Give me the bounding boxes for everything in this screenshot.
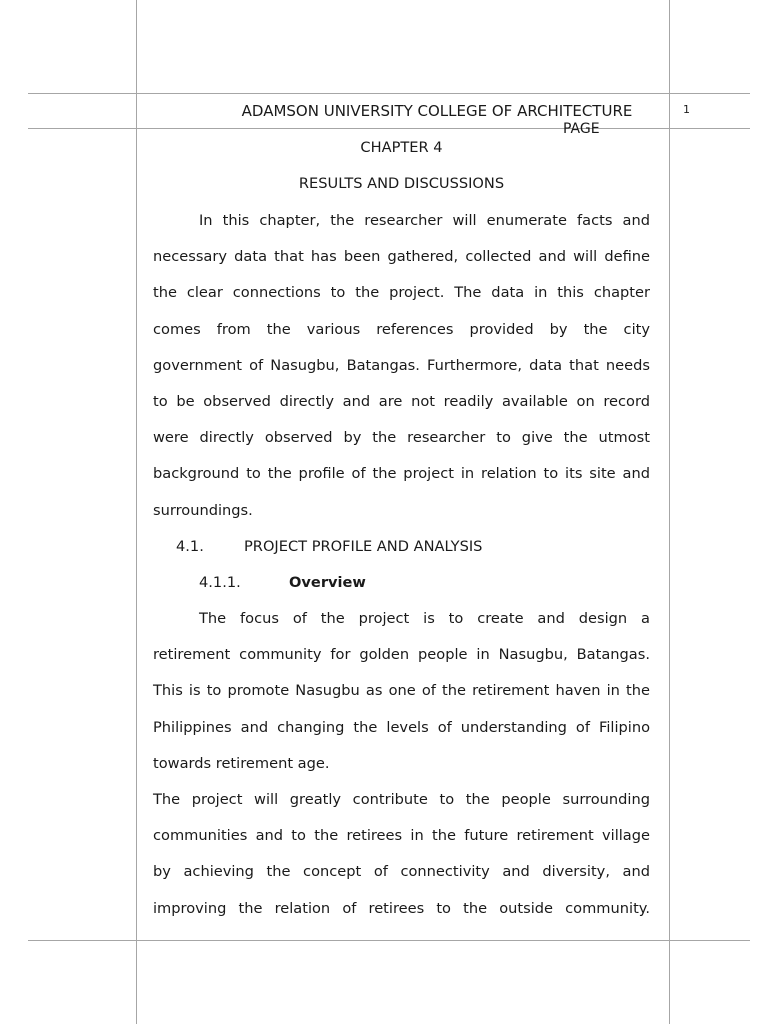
left-margin-line	[136, 0, 137, 1024]
paragraph-line: The focus of the project is to create and design a	[199, 610, 650, 627]
section-title: PROJECT PROFILE AND ANALYSIS	[244, 538, 483, 555]
paragraph-line: communities and to the retirees in the future retirement village	[153, 827, 650, 845]
paragraph-line: by achieving the concept of connectivity and diversity, and	[153, 863, 650, 881]
subsection-heading	[199, 565, 659, 601]
chapter-title: RESULTS AND DISCUSSIONS	[298, 175, 505, 192]
overview-paragraph	[153, 601, 650, 782]
paragraph-line: The project will greatly contribute to the people surrounding	[153, 791, 650, 808]
paragraph-line: the clear connections to the project. The data in this chapter	[153, 284, 650, 302]
section-heading	[176, 529, 656, 565]
contribution-paragraph	[153, 782, 650, 927]
footer-line	[28, 940, 750, 941]
header-bottom-line	[28, 128, 750, 129]
paragraph-line: comes from the various references provided by the city	[153, 320, 650, 338]
page-label: PAGE	[563, 121, 600, 137]
paragraph-line: were directly observed by the researcher to give the utmost	[153, 429, 650, 447]
paragraph-line: This is to promote Nasugbu as one of the retirement haven in the	[153, 682, 650, 700]
subsection-number: 4.1.1.	[199, 574, 241, 591]
paragraph-line: improving the relation of retirees to the outside community.	[153, 899, 650, 917]
paragraph-line: background to the profile of the project in relation to its site and	[153, 465, 650, 483]
page-number: 1	[683, 103, 690, 116]
paragraph-line: necessary data that has been gathered, collected and will define	[153, 248, 650, 266]
paragraph-line: government of Nasugbu, Batangas. Furthermore, data that needs	[153, 356, 650, 374]
chapter-label: CHAPTER 4	[360, 139, 443, 156]
section-number: 4.1.	[176, 538, 204, 555]
paragraph-line: In this chapter, the researcher will enumerate facts and	[199, 212, 650, 229]
intro-paragraph	[153, 203, 650, 529]
paragraph-line: retirement community for golden people in Nasugbu, Batangas.	[153, 646, 650, 664]
subsection-title: Overview	[289, 574, 366, 591]
paragraph-line: to be observed directly and are not readily available on record	[153, 393, 650, 411]
paragraph-line: Philippines and changing the levels of understanding of Filipino	[153, 718, 650, 736]
paragraph-line: towards retirement age.	[153, 754, 330, 772]
header-top-line	[28, 93, 750, 94]
paragraph-line: surroundings.	[153, 501, 253, 519]
header-title: ADAMSON UNIVERSITY COLLEGE OF ARCHITECTURE	[241, 102, 633, 120]
right-margin-line	[669, 0, 670, 1024]
